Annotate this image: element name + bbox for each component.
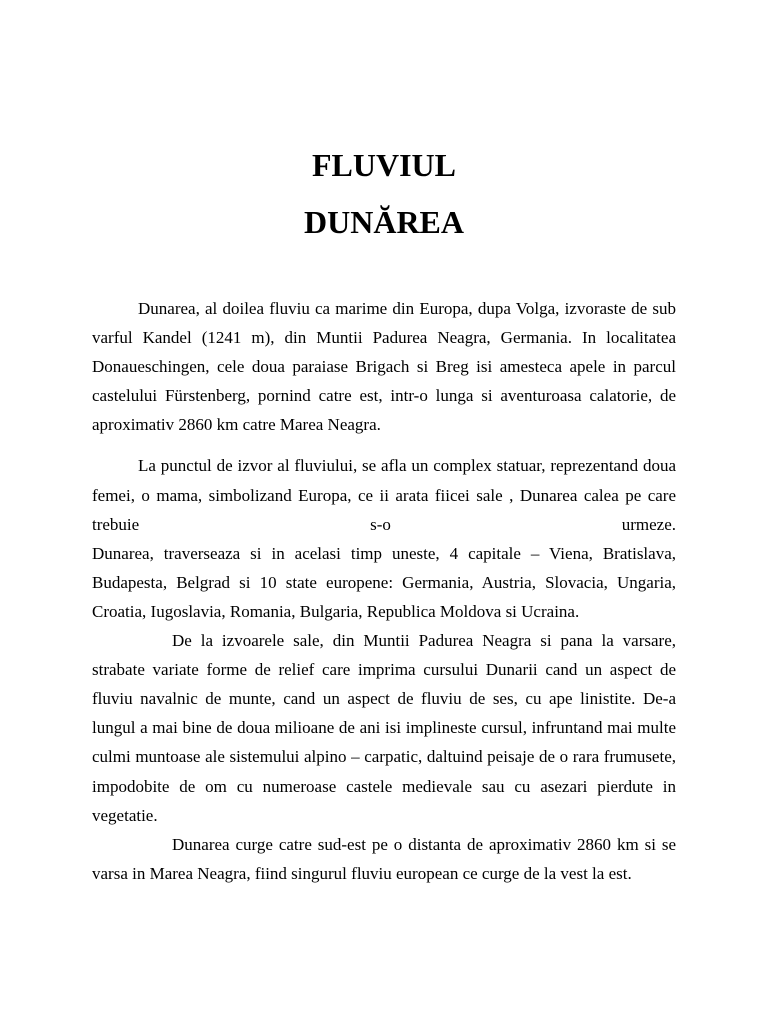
paragraph-2: La punctul de izvor al fluviului, se afla un complex statuar, reprezentand doua femei, o mama, simbolizand Europa, ce ii arata fiicei sale , Dunarea calea pe care trebuie s-o urmeze. [92, 456, 676, 534]
title-line-1: FLUVIUL [311, 147, 456, 183]
paragraph-1: Dunarea, al doilea fluviu ca marime din Europa, dupa Volga, izvoraste de sub varful Kandel (1241 m), din Muntii Padurea Neagra, Germania. In localitatea Donaueschingen, cele doua paraiase Brigach si Breg isi amesteca apele in parcul castelului Fürstenberg, pornind catre est, intr-o lunga si aventuroasa calatorie, de aproximativ 2860 km catre Marea Neagra. [92, 299, 676, 435]
body-text [92, 294, 676, 888]
paragraph-4: De la izvoarele sale, din Muntii Padurea Neagra si pana la varsare, strabate variate forme de relief care imprima cursului Dunarii cand un aspect de fluviu navalnic de munte, cand un aspect de fluviu de ses, cu ape linistite. De-a lungul a mai bine de doua milioane de ani isi implineste cursul, infruntand mai multe culmi muntoase ale sistemului alpino – carpatic, daltuind peisaje de o rara frumusete, impodobite de om cu numeroase castele medievale sau cu asezari pierdute in vegetatie. [92, 631, 676, 825]
paragraph-3: Dunarea, traverseaza si in acelasi timp uneste, 4 capitale – Viena, Bratislava, Budapesta, Belgrad si 10 state europene: Germania, Austria, Slovacia, Ungaria, Croatia, Iugoslavia, Romania, Bulgaria, Republica Moldova si Ucraina. [92, 543, 676, 621]
paragraph-5: Dunarea curge catre sud-est pe o distanta de aproximativ 2860 km si se varsa in Marea Neagra, fiind singurul fluviu european ce curge de la vest la est. [92, 834, 676, 883]
title-line-2: DUNĂREA [304, 204, 464, 240]
